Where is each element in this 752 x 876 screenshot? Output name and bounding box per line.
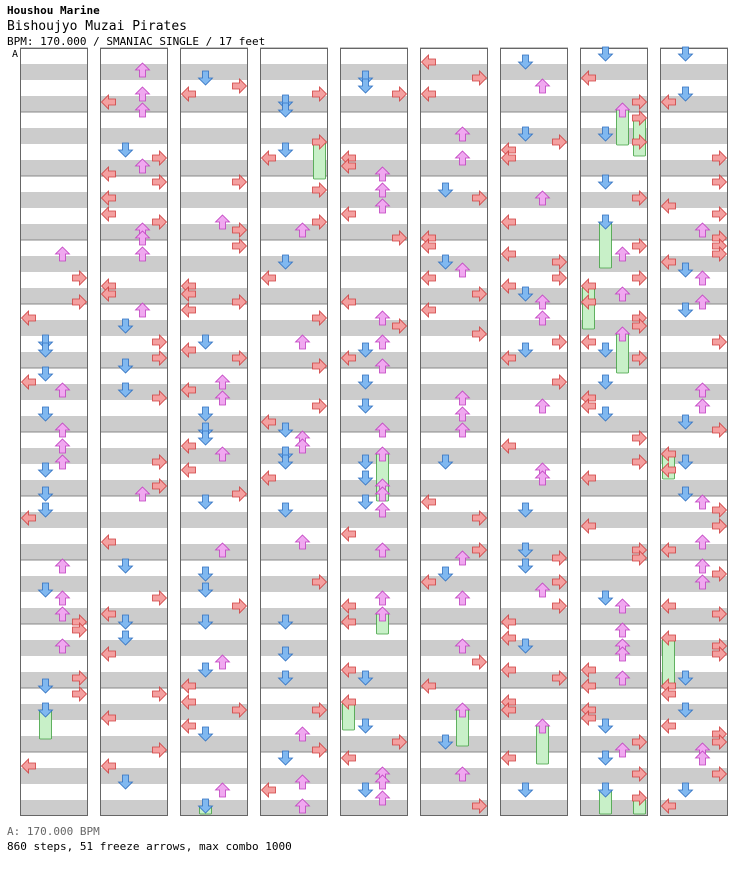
song-artist: Houshou Marine bbox=[7, 4, 100, 17]
chart-info: BPM: 170.000 / SMANIAC SINGLE / 17 feet bbox=[7, 35, 266, 48]
chart-column bbox=[180, 48, 248, 816]
chart-column bbox=[660, 47, 728, 816]
chart-column bbox=[500, 48, 568, 816]
chart-column bbox=[340, 48, 408, 816]
step-stats: 860 steps, 51 freeze arrows, max combo 1000 bbox=[7, 840, 292, 853]
song-title: Bishoujyo Muzai Pirates bbox=[7, 19, 188, 34]
bpm-summary: A: 170.000 BPM bbox=[7, 825, 100, 838]
chart-column bbox=[260, 48, 328, 816]
bpm-marker: A bbox=[12, 49, 19, 60]
chart-column bbox=[100, 48, 168, 816]
chart-column bbox=[420, 48, 488, 816]
chart-column bbox=[580, 47, 648, 816]
chart-column bbox=[20, 48, 88, 816]
